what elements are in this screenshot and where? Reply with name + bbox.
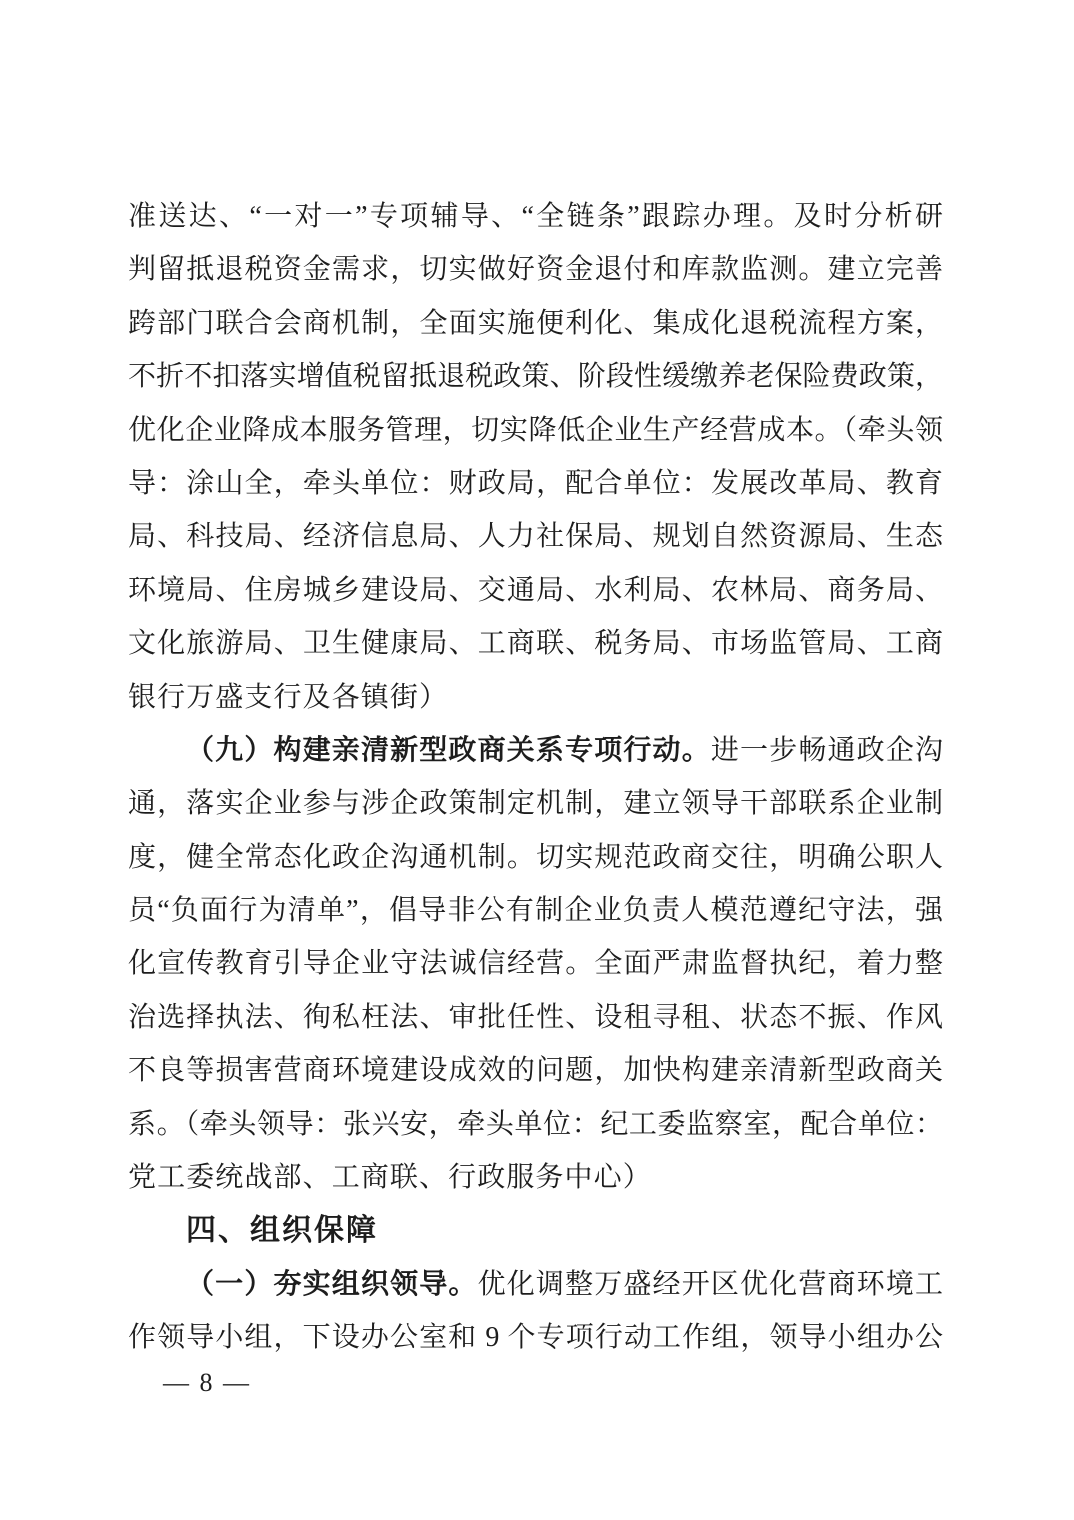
text-line [128,831,943,884]
text-line [128,350,943,403]
text-segment: 进一步畅通政企沟 [710,734,943,766]
text-line [128,617,943,670]
text-line [128,991,943,1044]
text-segment: 判留抵退税资金需求，切实做好资金退付和库款监测。建立完善 [128,254,943,286]
text-line [128,1151,943,1204]
text-line [128,243,943,296]
text-segment: 度，健全常态化政企沟通机制。切实规范政商交往，明确公职人 [128,841,943,873]
text-line [128,884,943,937]
text-segment: 党工委统战部、工商联、行政服务中心） [128,1162,652,1194]
text-line [128,297,943,350]
text-line [128,1258,943,1311]
page-number: — 8 — [163,1368,251,1397]
text-segment: 通，落实企业参与涉企政策制定机制，建立领导干部联系企业制 [128,788,943,820]
emphasis-segment: （九）构建亲清新型政商关系专项行动。 [186,734,711,766]
document-body [128,190,943,1365]
text-segment: 治选择执法、徇私枉法、审批任性、设租寻租、状态不振、作风 [128,1001,943,1033]
text-line [128,510,943,563]
text-segment: 员“负面行为清单”，倡导非公有制企业负责人模范遵纪守法，强 [128,895,943,927]
section-heading [128,1204,943,1257]
text-segment: 导：涂山全，牵头单位：财政局，配合单位：发展改革局、教育 [128,467,943,499]
emphasis-segment: 四、组织保障 [186,1214,378,1248]
text-line [128,564,943,617]
text-line [128,1098,943,1151]
text-segment: 不良等损害营商环境建设成效的问题，加快构建亲清新型政商关 [128,1055,943,1087]
text-line [128,671,943,724]
text-line [128,724,943,777]
text-line [128,937,943,990]
text-segment: 准送达、“一对一”专项辅导、“全链条”跟踪办理。及时分析研 [128,201,943,232]
text-line [128,404,943,457]
text-line [128,190,943,243]
text-segment: 跨部门联合会商机制，全面实施便利化、集成化退税流程方案， [128,307,943,339]
text-segment: 优化调整万盛经开区优化营商环境工 [477,1268,943,1300]
text-segment: 不折不扣落实增值税留抵退税政策、阶段性缓缴养老保险费政策， [128,361,943,393]
text-line [128,1044,943,1097]
emphasis-segment: （一）夯实组织领导。 [186,1268,478,1300]
text-segment: 系。（牵头领导：张兴安，牵头单位：纪工委监察室，配合单位： [128,1108,943,1140]
text-segment: 银行万盛支行及各镇街） [128,681,449,713]
text-segment: 作领导小组，下设办公室和 9 个专项行动工作组，领导小组办公 [128,1322,943,1354]
text-segment: 局、科技局、经济信息局、人力社保局、规划自然资源局、生态 [128,521,943,553]
text-segment: 环境局、住房城乡建设局、交通局、水利局、农林局、商务局、 [128,574,943,606]
text-segment: 化宣传教育引导企业守法诚信经营。全面严肃监督执纪，着力整 [128,948,943,980]
text-line [128,1311,943,1364]
text-segment: 文化旅游局、卫生健康局、工商联、税务局、市场监管局、工商 [128,628,943,660]
text-line [128,457,943,510]
text-segment: 优化企业降成本服务管理，切实降低企业生产经营成本。（牵头领 [128,414,943,446]
text-line [128,777,943,830]
